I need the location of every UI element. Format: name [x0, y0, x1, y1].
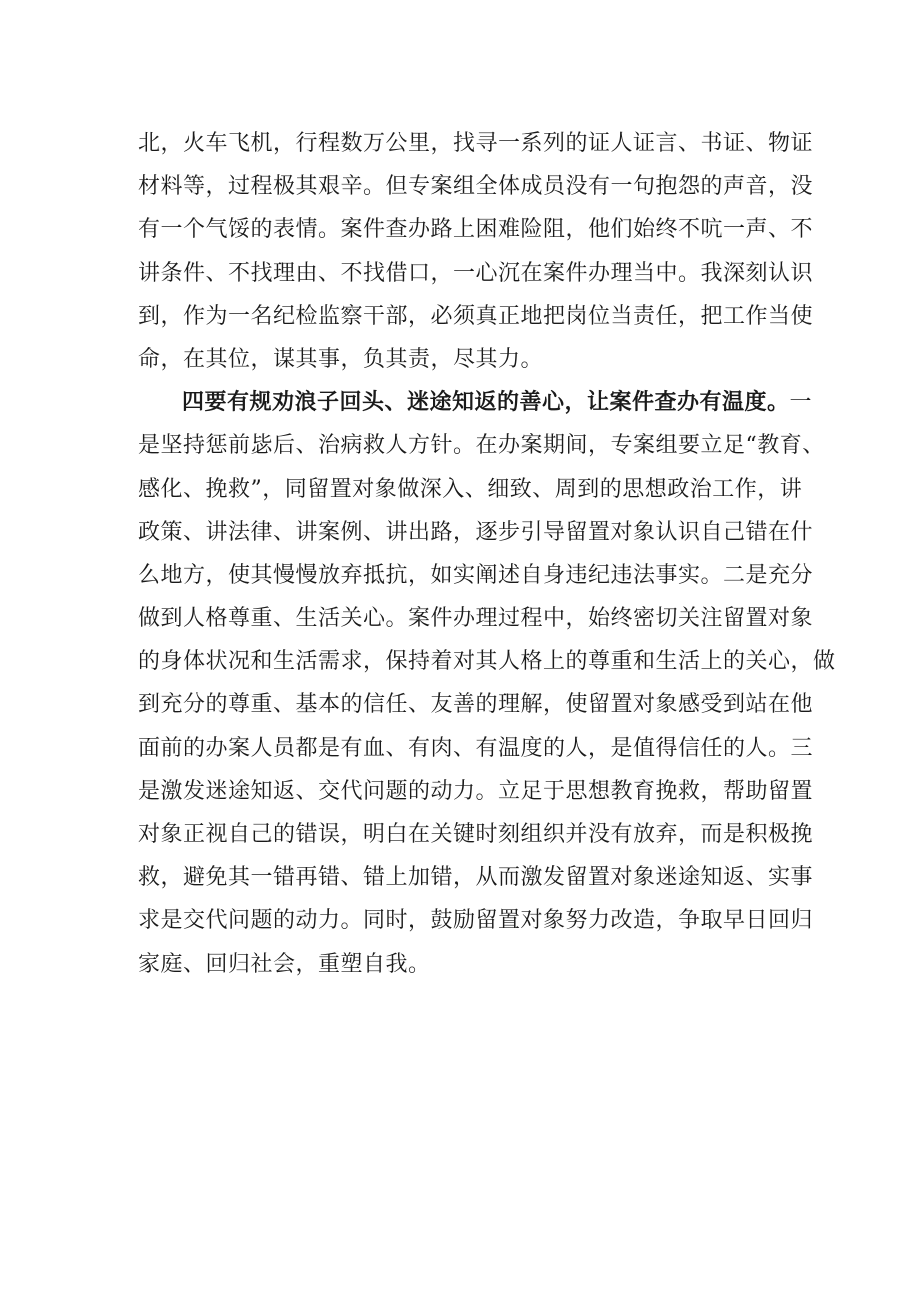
- text-line: 做到人格尊重、生活关心。案件办理过程中，始终密切关注留置对象: [138, 606, 814, 632]
- text-line: 求是交代问题的动力。同时，鼓励留置对象努力改造，争取早日回归: [138, 908, 814, 934]
- heading-line-rest: 一: [789, 390, 813, 416]
- text-line: 政策、讲法律、讲案例、讲出路，逐步引导留置对象认识自己错在什: [138, 519, 814, 545]
- paragraph-1: [138, 122, 814, 381]
- text-line: 有一个气馁的表情。案件查办路上困难险阻，他们始终不吭一声、不: [138, 217, 814, 243]
- text-line: 命，在其位，谋其事，负其责，尽其力。: [138, 346, 544, 372]
- text-line: 家庭、回归社会，重塑自我。: [138, 951, 431, 977]
- text-line: 的身体状况和生活需求，保持着对其人格上的尊重和生活上的关心，做: [138, 649, 836, 675]
- text-line: 么地方，使其慢慢放弃抵抗，如实阐述自身违纪违法事实。二是充分: [138, 562, 814, 588]
- section-heading: 四要有规劝浪子回头、迷途知返的善心，让案件查办有温度。: [182, 389, 790, 416]
- document-body: [138, 122, 836, 986]
- paragraph-heading-line: [138, 381, 813, 424]
- paragraph-2: [138, 381, 836, 986]
- text-line: 面前的办案人员都是有血、有肉、有温度的人，是值得信任的人。三: [138, 735, 814, 761]
- text-line: 是激发迷途知返、交代问题的动力。立足于思想教育挽救，帮助留置: [138, 778, 814, 804]
- text-line: 到充分的尊重、基本的信任、友善的理解，使留置对象感受到站在他: [138, 692, 814, 718]
- text-line: 感化、挽救”，同留置对象做深入、细致、周到的思想政治工作，讲: [138, 476, 803, 502]
- text-line: 对象正视自己的错误，明白在关键时刻组织并没有放弃，而是积极挽: [138, 822, 814, 847]
- text-line: 北，火车飞机，行程数万公里，找寻一系列的证人证言、书证、物证: [138, 131, 814, 156]
- text-line: 救，避免其一错再错、错上加错，从而激发留置对象迷途知返、实事: [138, 865, 814, 891]
- text-line: 材料等，过程极其艰辛。但专案组全体成员没有一句抱怨的声音，没: [138, 174, 814, 200]
- text-line: 是坚持惩前毖后、治病救人方针。在办案期间，专案组要立足“教育、: [138, 433, 825, 459]
- text-line: 讲条件、不找理由、不找借口，一心沉在案件办理当中。我深刻认识: [138, 260, 814, 286]
- text-line: 到，作为一名纪检监察干部，必须真正地把岗位当责任，把工作当使: [138, 303, 814, 329]
